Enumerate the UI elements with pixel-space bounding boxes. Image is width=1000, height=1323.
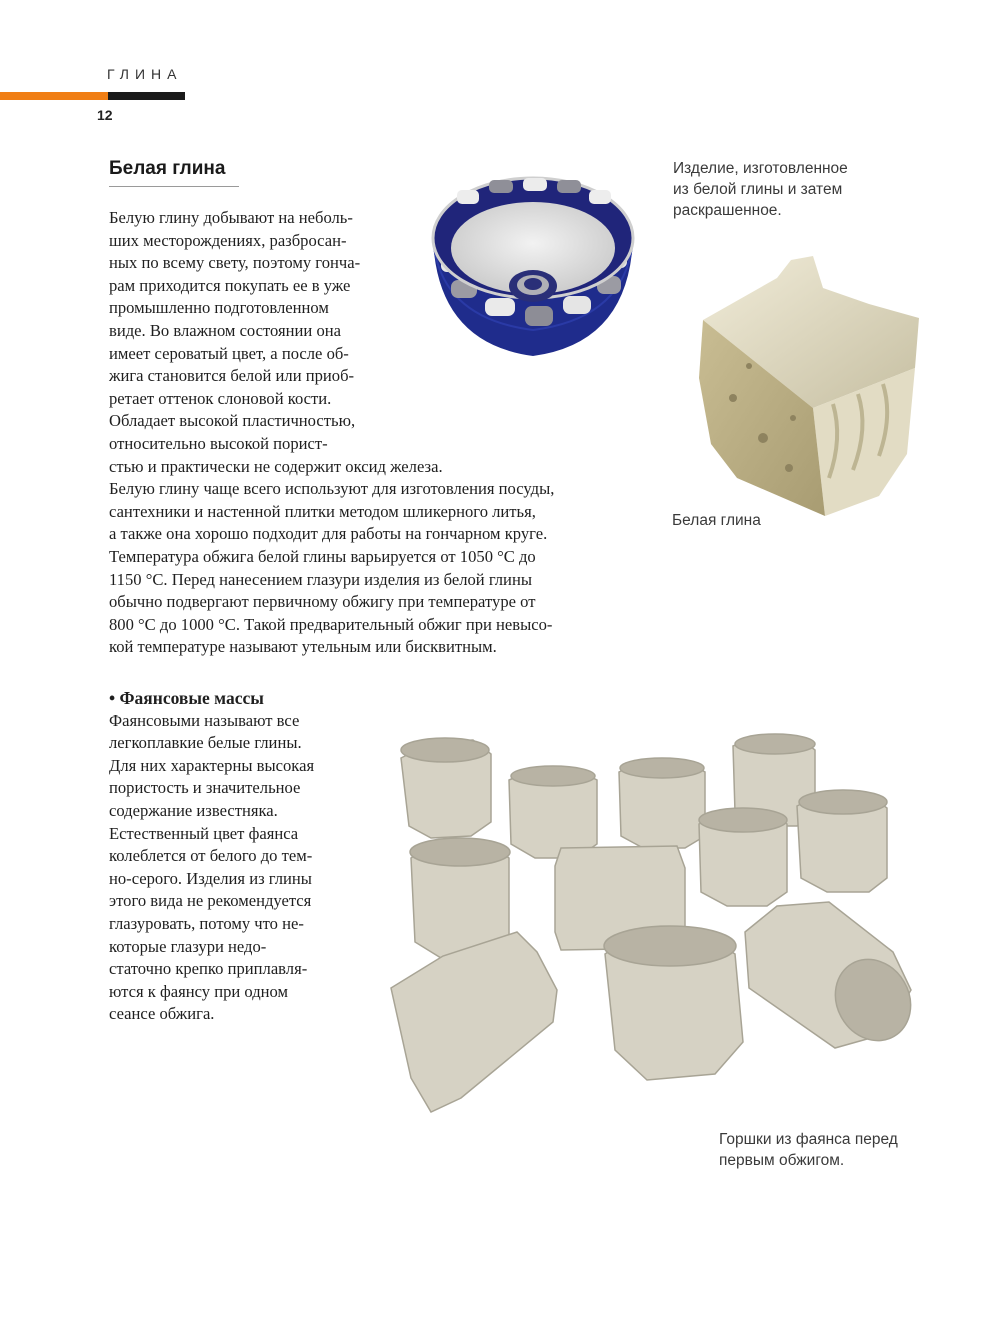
subsection-line: глазуровать, потому что не- xyxy=(109,913,304,933)
header-accent-bar-black xyxy=(108,92,185,100)
paragraph-line: виде. Во влажном состоянии она xyxy=(109,320,341,340)
paragraph-line: ных по всему свету, поэтому гонча- xyxy=(109,253,361,273)
caption-line: Белая глина xyxy=(672,512,761,529)
white-clay-block-image xyxy=(693,248,923,520)
subsection-line: статочно крепко приплавля- xyxy=(109,959,308,979)
paragraph-line: обычно подвергают первичному обжигу при температуре от xyxy=(109,592,536,612)
paragraph-line: сантехники и настенной плитки методом шликерного литья, xyxy=(109,501,536,521)
paragraph-line: жига становится белой или приоб- xyxy=(109,366,355,386)
subsection-line: содержание известняка. xyxy=(109,800,278,820)
section-heading: Белая глина xyxy=(109,158,239,187)
bullet: • xyxy=(109,688,116,708)
caption-line: раскрашенное. xyxy=(673,202,782,219)
caption-line: Горшки из фаянса перед xyxy=(719,1131,898,1148)
paragraph-line: Обладает высокой пластичностью, xyxy=(109,411,356,431)
paragraph-line: 1150 °С. Перед нанесением глазури изделия из белой глины xyxy=(109,569,532,589)
paragraph-line: рам приходится покупать ее в уже xyxy=(109,275,351,295)
subsection-line: этого вида не рекомендуется xyxy=(109,891,312,911)
subsection-line: пористость и значительное xyxy=(109,778,301,798)
caption-pots xyxy=(719,1129,898,1171)
subsection xyxy=(109,687,314,1026)
paragraph-line: имеет сероватый цвет, а после об- xyxy=(109,343,349,363)
subsection-title: Фаянсовые массы xyxy=(119,688,264,708)
caption-line: первым обжигом. xyxy=(719,1152,845,1169)
painted-bowl-image xyxy=(427,168,639,360)
subsection-line: но-серого. Изделия из глины xyxy=(109,868,312,888)
paragraph-line: Белую глину чаще всего используют для изготовления посуды, xyxy=(109,479,555,499)
paragraph-line: относительно высокой порист- xyxy=(109,433,328,453)
subsection-line: сеансе обжига. xyxy=(109,1004,215,1024)
faience-pots-image xyxy=(387,732,915,1117)
chapter-title: ГЛИНА xyxy=(107,66,183,82)
paragraph-line: ретает оттенок слоновой кости. xyxy=(109,388,332,408)
paragraph-line: Белую глину добывают на неболь- xyxy=(109,208,353,227)
subsection-line: колеблется от белого до тем- xyxy=(109,846,313,866)
caption-line: из белой глины и затем xyxy=(673,181,843,198)
page-number: 12 xyxy=(97,107,113,123)
paragraph-line: а также она хорошо подходит для работы на гончарном круге. xyxy=(109,524,548,544)
subsection-line: Для них характерны высокая xyxy=(109,755,315,775)
subsection-heading xyxy=(109,687,314,710)
caption-painted-item xyxy=(673,158,848,221)
paragraph-line: 800 °С до 1000 °С. Такой предварительный обжиг при невысо- xyxy=(109,614,553,634)
paragraph-line: промышленно подготовленном xyxy=(109,298,329,318)
header-accent-bar-orange xyxy=(0,92,108,100)
subsection-line: Естественный цвет фаянса xyxy=(109,823,299,843)
caption-line: Изделие, изготовленное xyxy=(673,160,848,177)
subsection-line: ются к фаянсу при одном xyxy=(109,981,289,1001)
subsection-line: легкоплавкие белые глины. xyxy=(109,733,302,753)
paragraph-line: стью и практически не содержит оксид железа. xyxy=(109,456,443,476)
paragraph-line: Температура обжига белой глины варьируется от 1050 °С до xyxy=(109,546,536,566)
subsection-line: Фаянсовыми называют все xyxy=(109,710,300,730)
subsection-line: которые глазури недо- xyxy=(109,936,267,956)
paragraph-line: ших месторождениях, разбросан- xyxy=(109,230,347,250)
paragraph-line: кой температуре называют утельным или бисквитным. xyxy=(109,637,497,657)
